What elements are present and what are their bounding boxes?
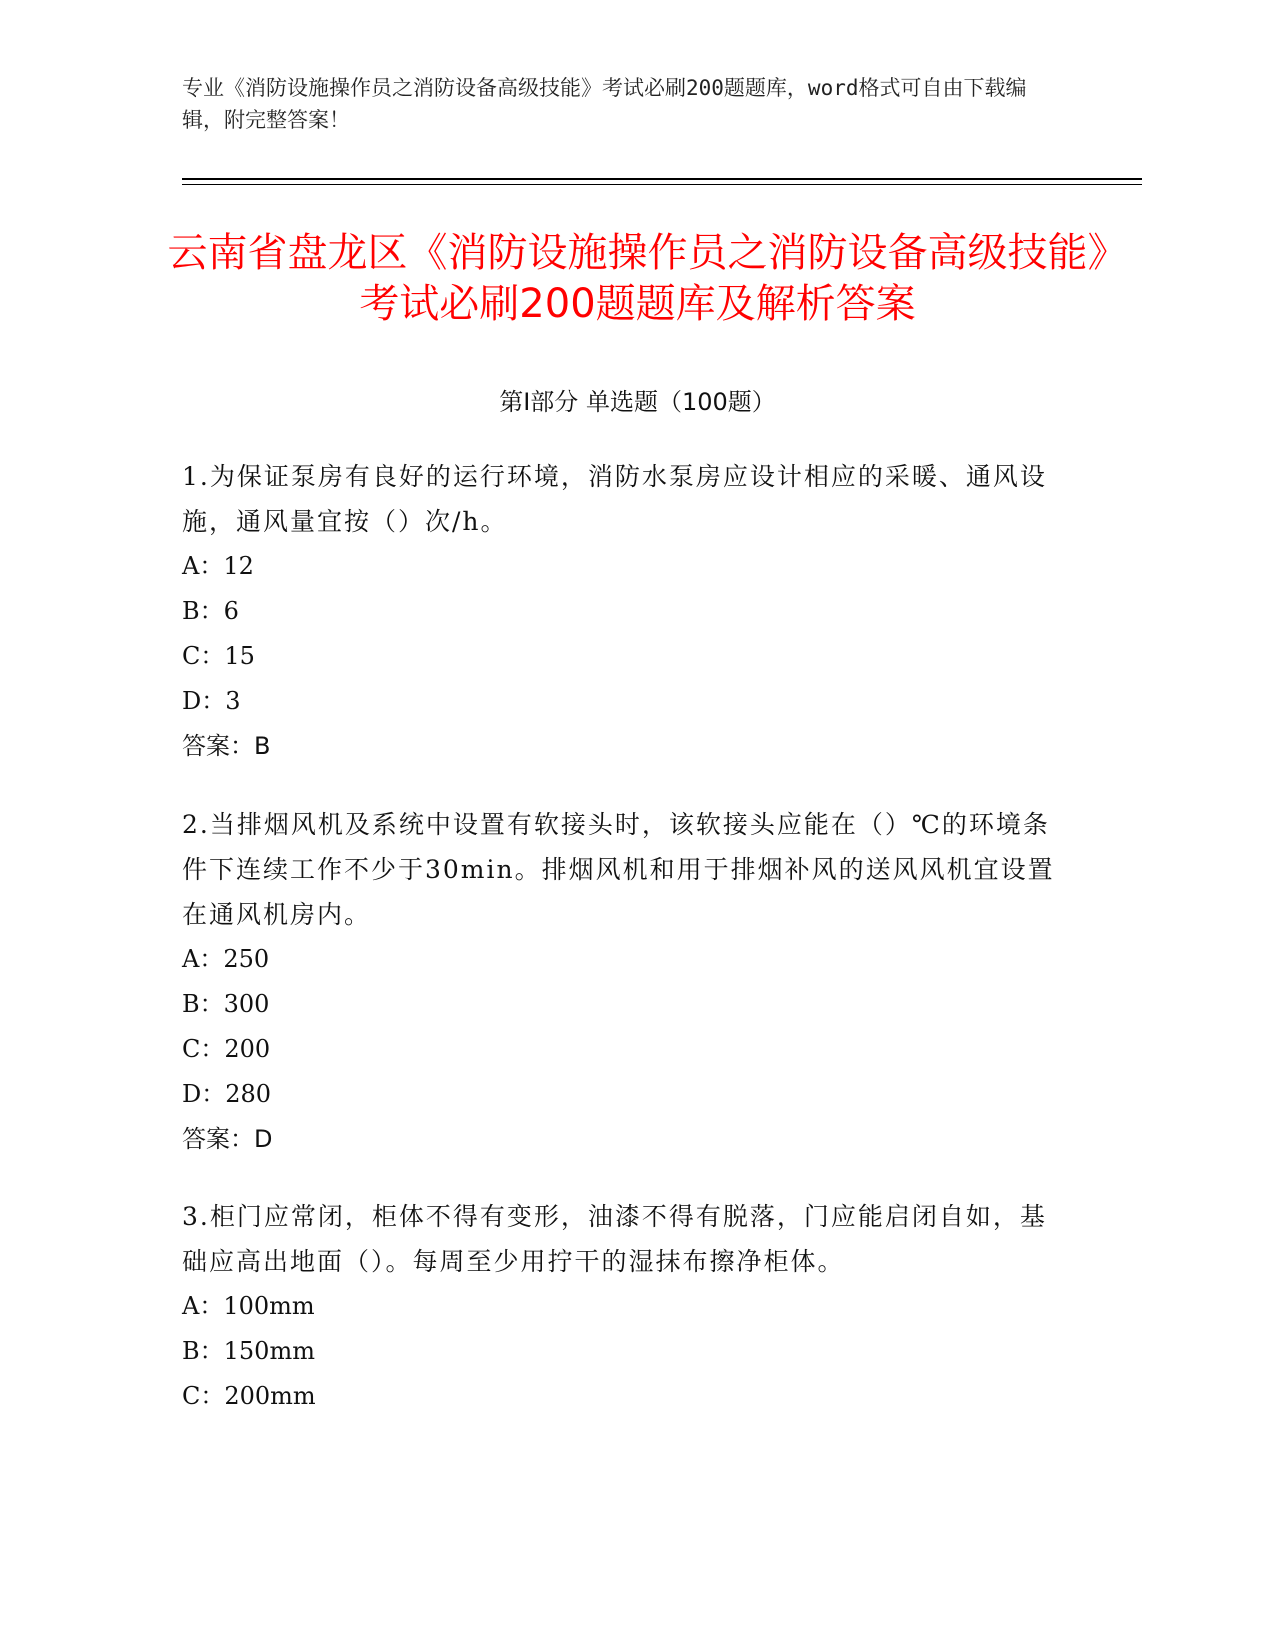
- header-rule-thin: [182, 184, 1142, 185]
- option-b: B：150mm: [182, 1337, 315, 1365]
- question-2: [182, 802, 1072, 1162]
- section-title: 第Ⅰ部分 单选题（100题）: [499, 388, 776, 416]
- answer: 答案：D: [182, 1125, 273, 1153]
- document-title: 云南省盘龙区《消防设施操作员之消防设备高级技能》考试必刷200题题库及解析答案: [167, 230, 1108, 327]
- question-3: [182, 1194, 1072, 1419]
- option-b: B：300: [182, 990, 270, 1018]
- option-c: C：200: [182, 1035, 271, 1063]
- option-c: C：200mm: [182, 1382, 316, 1410]
- question-stem: 2.当排烟风机及系统中设置有软接头时，该软接头应能在（）℃的环境条件下连续工作不少于30min。排烟风机和用于排烟补风的送风风机宜设置在通风机房内。: [182, 810, 1055, 929]
- question-stem: 3.柜门应常闭，柜体不得有变形，油漆不得有脱落，门应能启闭自如，基础应高出地面（）。每周至少用拧干的湿抹布擦净柜体。: [182, 1202, 1047, 1276]
- option-b: B：6: [182, 597, 239, 625]
- option-d: D：280: [182, 1080, 272, 1108]
- question-1: [182, 454, 1072, 769]
- option-a: A：12: [182, 552, 254, 580]
- question-stem: 1.为保证泵房有良好的运行环境，消防水泵房应设计相应的采暖、通风设施，通风量宜按（）次/h。: [182, 462, 1047, 536]
- answer: 答案：B: [182, 732, 271, 760]
- option-a: A：100mm: [182, 1292, 315, 1320]
- option-a: A：250: [182, 945, 270, 973]
- header-note: 专业《消防设施操作员之消防设备高级技能》考试必刷200题题库，word格式可自由下载编辑，附完整答案！: [182, 76, 1027, 132]
- option-c: C：15: [182, 642, 255, 670]
- option-d: D：3: [182, 687, 241, 715]
- header-rule-thick: [182, 178, 1142, 180]
